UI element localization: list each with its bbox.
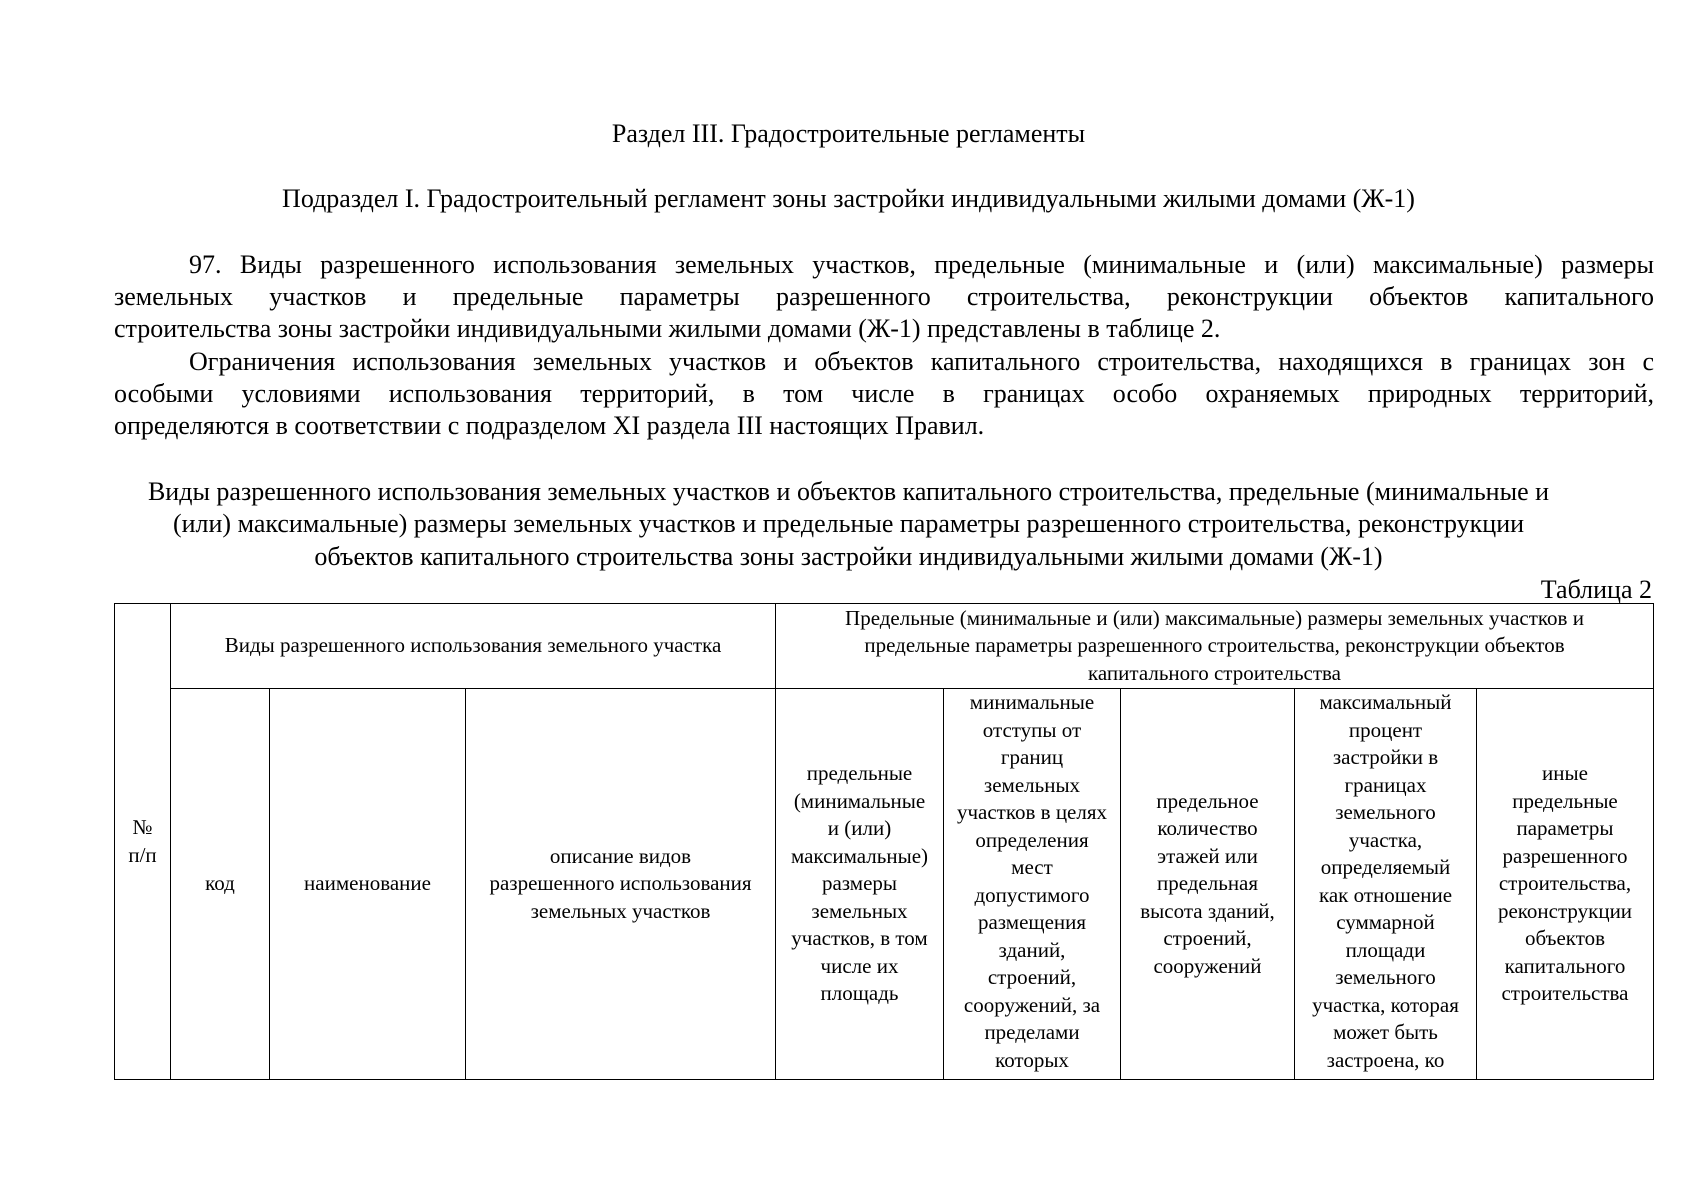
header-number: № п/п [115,604,171,1080]
header-description: описание видов разрешенного использования земельных участков [466,689,776,1080]
table-label: Таблица 2 [1540,575,1652,604]
table-caption-line-2: (или) максимальные) размеры земельных участков и предельные параметры разрешенного строительства, реконструкции [172,509,1525,538]
paragraph-97-line-3: строительства зоны застройки индивидуальными жилыми домами (Ж-1) представлены в таблице 2. [114,314,1221,343]
section-title: Раздел III. Градостроительные регламенты [611,119,1086,148]
restrictions-line-3: определяются в соответствии с подразделом XI раздела III настоящих Правил. [114,411,985,440]
paragraph-97-line-2: земельных участков и предельные параметры разрешенного строительства, реконструкции объектов капитального [114,282,1654,311]
table-caption-line-1: Виды разрешенного использования земельных участков и объектов капитального строительства, предельные (минимальные и [147,477,1550,506]
header-code: код [171,689,270,1080]
header-setbacks: минимальные отступы от границ земельных участков в целях определения мест допустимого размещения зданий, строений, сооружений, за пределами которых [944,689,1121,1080]
subsection-title: Подраздел I. Градостроительный регламент зоны застройки индивидуальными жилыми домами (Ж-1) [282,184,1415,213]
header-group-uses: Виды разрешенного использования земельного участка [171,604,776,689]
header-floors: предельное количество этажей или предельная высота зданий, строений, сооружений [1121,689,1295,1080]
paragraph-97-line-1: 97. Виды разрешенного использования земельных участков, предельные (минимальные и (или) максимальные) размеры [189,250,1654,279]
header-size: предельные (минимальные и (или) максимальные) размеры земельных участков, в том числе их площадь [776,689,944,1080]
header-coverage: максимальный процент застройки в границах земельного участка, определяемый как отношение суммарной площади земельного участка, которая может быть застроена, ко [1295,689,1477,1080]
regulations-table [114,603,1654,1080]
table-header-row-1 [115,604,1654,689]
table-caption-line-3: объектов капитального строительства зоны застройки индивидуальными жилыми домами (Ж-1) [314,542,1383,571]
table-header-row-2 [115,689,1654,1080]
header-name: наименование [270,689,466,1080]
header-other: иные предельные параметры разрешенного строительства, реконструкции объектов капитального строительства [1477,689,1654,1080]
header-group-limits: Предельные (минимальные и (или) максимальные) размеры земельных участков и предельные параметры разрешенного строительства, реконструкции объектов капитального строительства [776,604,1654,689]
restrictions-line-1: Ограничения использования земельных участков и объектов капитального строительства, находящихся в границах зон с [189,347,1654,376]
restrictions-line-2: особыми условиями использования территорий, в том числе в границах особо охраняемых природных территорий, [114,379,1654,408]
